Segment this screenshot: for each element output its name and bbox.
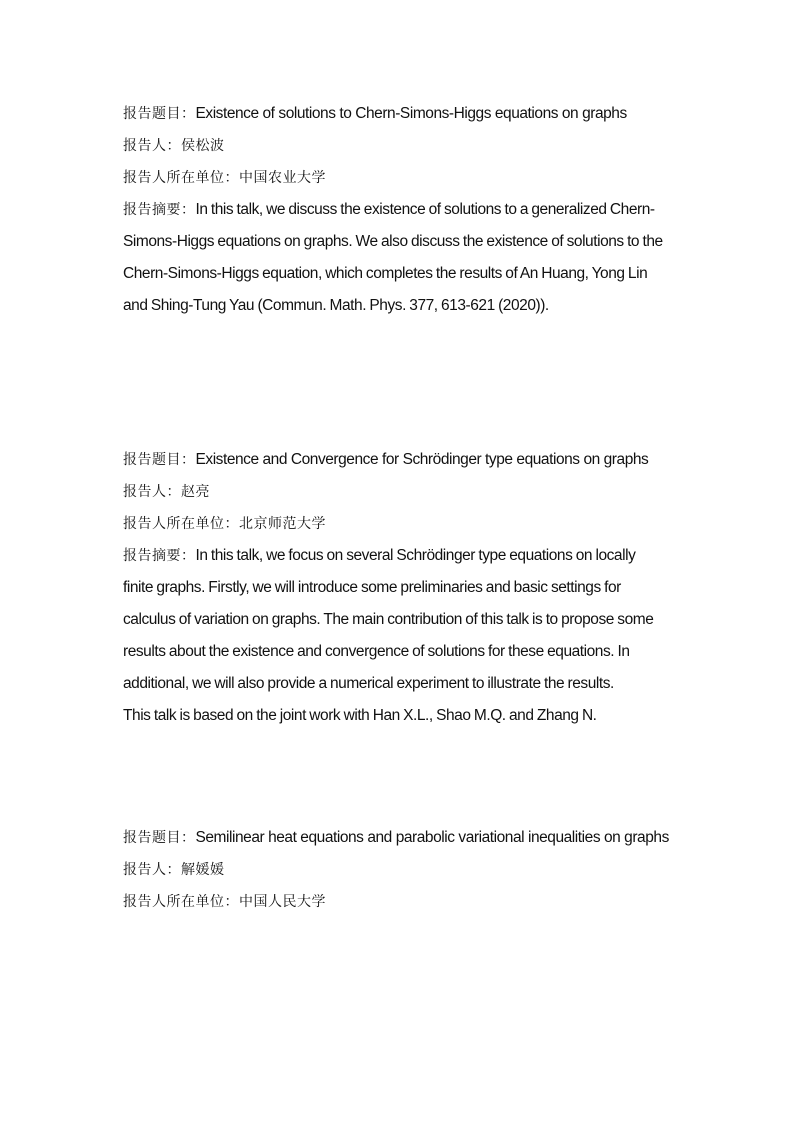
speaker-name: 侯松波 xyxy=(181,138,225,154)
speaker-label: 报告人： xyxy=(123,862,181,878)
abstract-label: 报告摘要： xyxy=(123,548,196,564)
talk-title-line xyxy=(123,98,693,130)
affiliation-name: 中国农业大学 xyxy=(239,170,326,186)
speaker-label: 报告人： xyxy=(123,484,181,500)
speaker-name: 解媛媛 xyxy=(181,862,225,878)
title-label: 报告题目： xyxy=(123,830,196,846)
affiliation-name: 中国人民大学 xyxy=(239,894,326,910)
abstract-label: 报告摘要： xyxy=(123,202,196,218)
affiliation-line xyxy=(123,162,693,194)
abstract xyxy=(123,540,693,732)
abstract-line: and Shing-Tung Yau (Commun. Math. Phys. 377, 613-621 (2020)). xyxy=(123,297,549,314)
speaker-name: 赵亮 xyxy=(181,484,210,500)
abstract xyxy=(123,194,693,322)
affiliation-label: 报告人所在单位： xyxy=(123,516,239,532)
affiliation-line xyxy=(123,886,693,918)
talk-title: Existence and Convergence for Schrödinger type equations on graphs xyxy=(195,451,649,468)
talk-title-line xyxy=(123,822,693,854)
abstract-line: calculus of variation on graphs. The main contribution of this talk is to propose some xyxy=(123,611,654,628)
abstract-line: 报告摘要：In this talk, we discuss the existence of solutions to a generalized Chern- xyxy=(123,201,655,218)
abstract-line: This talk is based on the joint work with Han X.L., Shao M.Q. and Zhang N. xyxy=(123,707,597,724)
talk-1 xyxy=(123,98,693,322)
speaker-line xyxy=(123,130,693,162)
abstract-line: Simons-Higgs equations on graphs. We also discuss the existence of solutions to the xyxy=(123,233,663,250)
title-label: 报告题目： xyxy=(123,452,196,468)
speaker-line xyxy=(123,854,693,886)
speaker-label: 报告人： xyxy=(123,138,181,154)
talk-3 xyxy=(123,822,693,918)
abstract-line: 报告摘要：In this talk, we focus on several Schrödinger type equations on locally xyxy=(123,547,636,564)
title-label: 报告题目： xyxy=(123,106,196,122)
abstract-line: finite graphs. Firstly, we will introduce some preliminaries and basic settings for xyxy=(123,579,621,596)
abstract-line: Chern-Simons-Higgs equation, which completes the results of An Huang, Yong Lin xyxy=(123,265,648,282)
affiliation-label: 报告人所在单位： xyxy=(123,894,239,910)
affiliation-name: 北京师范大学 xyxy=(239,516,326,532)
affiliation-label: 报告人所在单位： xyxy=(123,170,239,186)
abstract-line: additional, we will also provide a numerical experiment to illustrate the results. xyxy=(123,675,614,692)
speaker-line xyxy=(123,476,693,508)
talk-title: Semilinear heat equations and parabolic variational inequalities on graphs xyxy=(195,829,669,846)
talk-2 xyxy=(123,444,693,732)
abstract-line: results about the existence and convergence of solutions for these equations. In xyxy=(123,643,630,660)
talk-title: Existence of solutions to Chern-Simons-Higgs equations on graphs xyxy=(195,105,627,122)
affiliation-line xyxy=(123,508,693,540)
talk-title-line xyxy=(123,444,693,476)
